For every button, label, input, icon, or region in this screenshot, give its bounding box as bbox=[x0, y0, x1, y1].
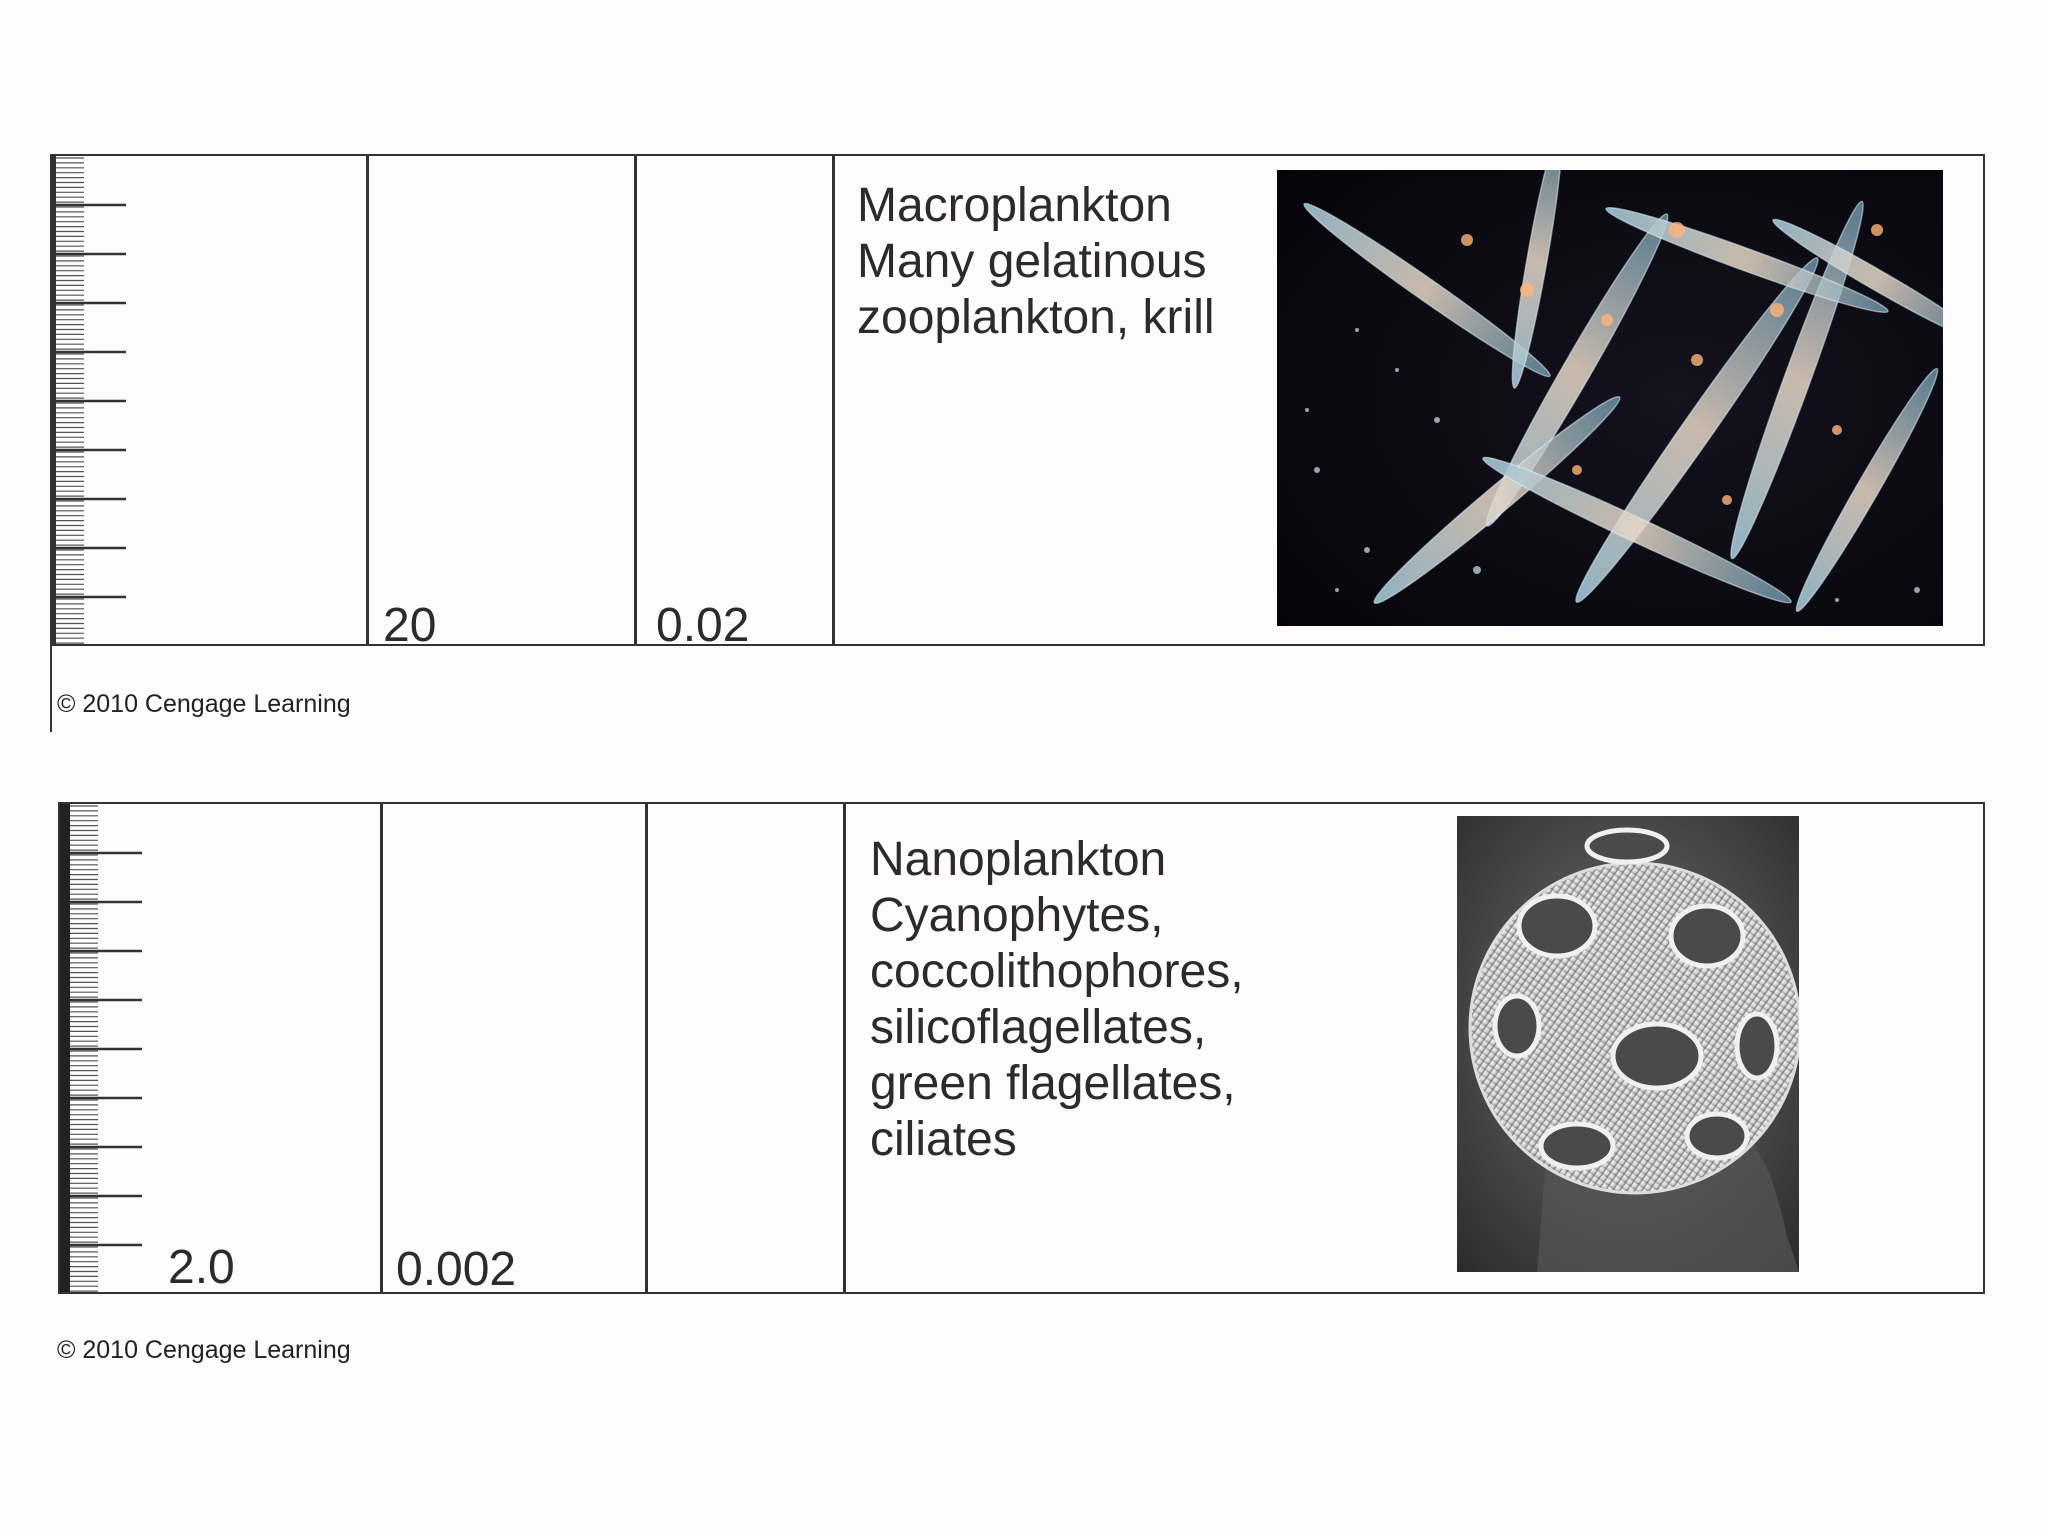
panel1-column-divider-1 bbox=[366, 156, 369, 644]
panel1-title: Macroplankton bbox=[857, 179, 1172, 232]
panel1-column-divider-2 bbox=[634, 156, 637, 644]
panel2-description-line-5: ciliates bbox=[870, 1113, 1017, 1166]
panel2-scale-value: 2.0 bbox=[168, 1241, 235, 1294]
panel1-scale-value: 20 bbox=[383, 599, 437, 652]
panel2-title: Nanoplankton bbox=[870, 833, 1167, 886]
panel1-description-line-2: zooplankton, krill bbox=[857, 291, 1215, 344]
panel2-ruler-icon bbox=[60, 804, 148, 1292]
panel2-description-line-4: green flagellates, bbox=[870, 1057, 1236, 1110]
panel2-copyright: © 2010 Cengage Learning bbox=[57, 1336, 351, 1364]
panel2-description-line-2: coccolithophores, bbox=[870, 945, 1244, 998]
macroplankton-panel bbox=[50, 154, 1985, 652]
panel2-description bbox=[870, 832, 1244, 1168]
panel2-column-divider-2 bbox=[645, 804, 648, 1292]
coccolithophore-photo bbox=[1457, 816, 1799, 1272]
panel1-ruler-icon bbox=[52, 156, 132, 644]
panel1-description-line-1: Many gelatinous bbox=[857, 235, 1207, 288]
panel1-column-divider-3 bbox=[832, 156, 835, 644]
panel2-description-line-3: silicoflagellates, bbox=[870, 1001, 1207, 1054]
panel2-description-line-1: Cyanophytes, bbox=[870, 889, 1164, 942]
panel2-column-divider-1 bbox=[380, 804, 383, 1292]
panel1-copyright-rule bbox=[50, 646, 52, 732]
nanoplankton-panel bbox=[58, 802, 1985, 1294]
panel1-description bbox=[857, 178, 1215, 346]
panel2-column-divider-3 bbox=[843, 804, 846, 1292]
panel1-size-value: 0.02 bbox=[656, 599, 750, 652]
panel1-copyright: © 2010 Cengage Learning bbox=[57, 690, 351, 718]
krill-photo bbox=[1277, 170, 1943, 626]
panel2-size-value: 0.002 bbox=[396, 1243, 517, 1296]
